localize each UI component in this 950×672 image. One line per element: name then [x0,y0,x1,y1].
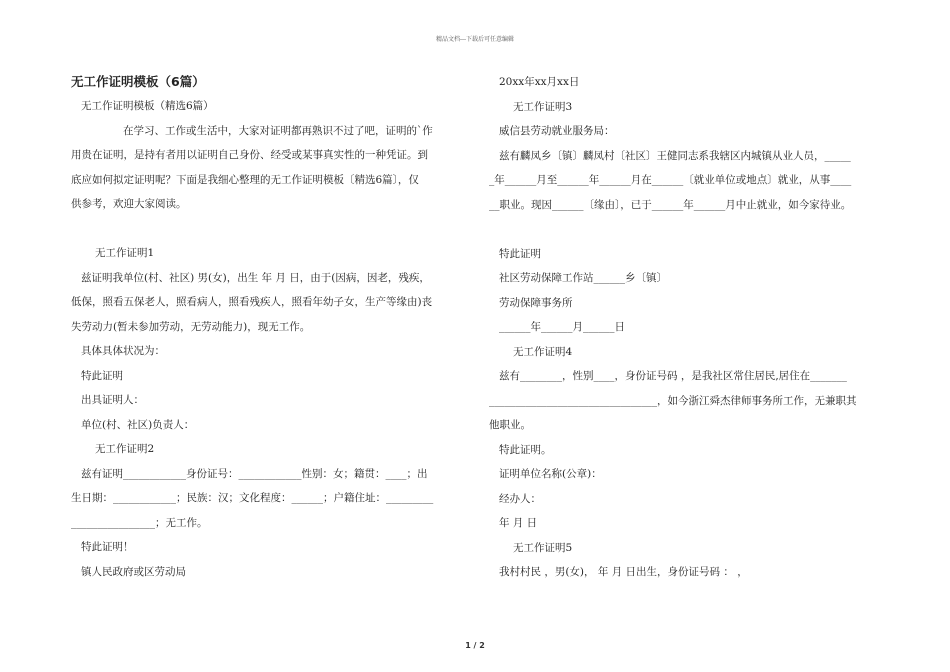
cert2-body-line: 生日期：____________；民族：汉；文化程度：______；户籍住址：_________ [71,492,434,504]
cert2-body-line: 兹有证明____________身份证号：____________性别：女；籍贯：____；出 [81,467,428,480]
cert4-title: 无工作证明4 [513,345,573,358]
intro-line: 供参考，欢迎大家阅读。 [71,198,187,210]
cert4-unit: 证明单位名称(公章)： [499,468,602,480]
cert4-date: 年 月 日 [499,517,538,529]
left-column [71,70,467,584]
cert3-body-line: _年______月至______年______月在______〔就业单位或地点〕就业，从事____ [489,174,852,186]
cert3-special: 特此证明 [499,247,541,260]
cert1-issuer: 出具证明人： [81,394,144,406]
cert1-body-line: 低保，照看五保老人，照看病人，照看残疾人，照看年幼子女，生产等缘由)丧 [71,296,433,308]
intro-line: 底应如何拟定证明呢？下面是我细心整理的无工作证明模板〔精选6篇〕，仅 [71,173,419,186]
cert3-body-line: 兹有麟凤乡〔镇〕麟凤村〔社区〕王健同志系我辖区内城镇从业人员，_____ [499,149,851,162]
cert4-special: 特此证明。 [499,443,552,456]
page-header: 精品文档---下载后可任意编辑 [435,36,515,43]
cert3-station: 社区劳动保障工作站______乡〔镇〕 [499,272,667,284]
cert4-body-line: 兹有________，性别____，身份证号码 ，是我社区常住居民,居住在_______ [499,370,847,382]
cert1-special: 特此证明 [81,369,123,382]
intro-line: 用贵在证明，是持有者用以证明自己身份、经受或某事真实性的一种凭证。到 [71,149,428,161]
cert1-title: 无工作证明1 [95,247,155,259]
cert4-body-line: 他职业。 [489,419,531,431]
cert4-body-line: ________________________________，如今浙江舜杰律师事务所工作，无兼职其 [489,394,857,407]
cert2-org: 镇人民政府或区劳动局 [81,565,186,578]
cert4-handler: 经办人： [499,492,541,505]
cert1-details: 具体具体状况为： [81,345,165,357]
cert1-unit: 单位(村、社区)负责人： [81,418,195,431]
cert5-title: 无工作证明5 [513,541,573,554]
cert2-date: 20xx年xx月xx日 [499,76,580,88]
cert2-special: 特此证明！ [81,541,134,553]
right-column [489,70,885,585]
cert1-body-line: 失劳动力(暂未参加劳动，无劳动能力)，现无工作。 [71,320,311,333]
page-number: 1 / 2 [465,641,485,650]
cert2-body-line: ________________；无工作。 [71,516,208,529]
cert2-title: 无工作证明2 [95,443,155,455]
cert3-date: ______年______月______日 [499,321,625,333]
cert3-body-line: __职业。现因______〔缘由〕，已于______年______月中止就业，如今家待业。 [489,198,852,211]
cert3-office: 劳动保障事务所 [499,296,573,309]
cert3-addressee: 威信县劳动就业服务局： [499,125,615,137]
intro-line: 在学习、工作或生活中，大家对证明都再熟识不过了吧，证明的`作 [123,124,433,137]
document-subtitle: 无工作证明模板（精选6篇） [81,100,214,112]
cert3-title: 无工作证明3 [513,100,573,113]
cert1-body-line: 兹证明我单位(村、社区) 男(女)，出生 年 月 日，由于(因病，因老，残疾， [81,271,430,284]
cert5-body-line: 我村村民 ，男(女)， 年 月 日出生，身份证号码 ： ， [499,566,748,578]
document-title: 无工作证明模板（6篇） [71,74,205,89]
